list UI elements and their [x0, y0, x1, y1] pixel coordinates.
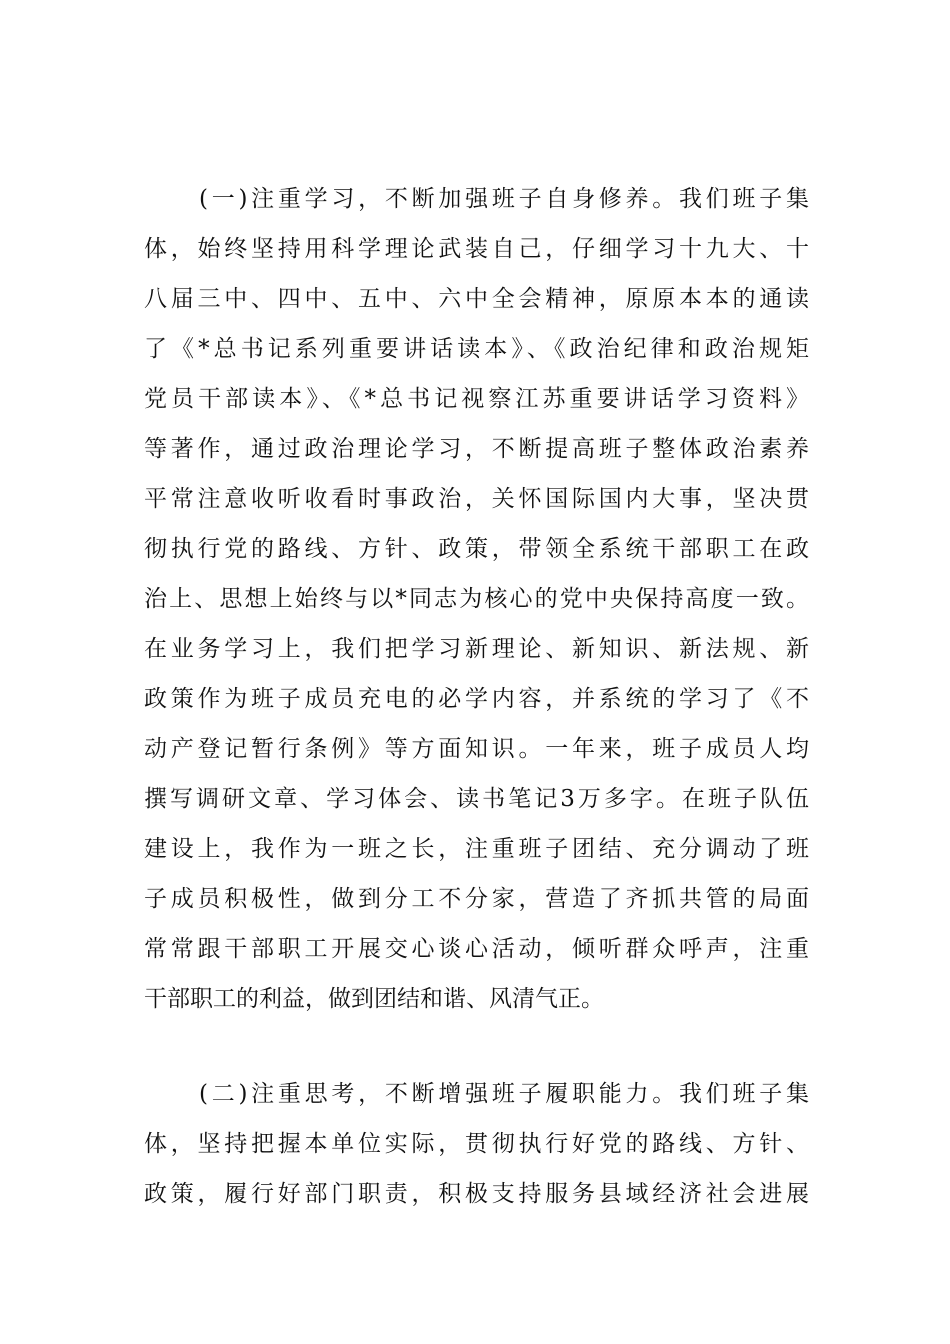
text-line: 平常注意收听收看时事政治，关怀国际国内大事，坚决贯 [144, 486, 809, 512]
text-line: 撰写调研文章、学习体会、读书笔记3万多字。在班子队伍 [144, 786, 809, 812]
text-line: 动产登记暂行条例》等方面知识。一年来，班子成员人均 [144, 736, 809, 762]
text-line: 政策，履行好部门职责，积极支持服务县域经济社会进展 [144, 1181, 809, 1207]
text-line: 了《*总书记系列重要讲话读本》、《政治纪律和政治规矩 [144, 336, 809, 362]
text-line: 常常跟干部职工开展交心谈心活动，倾听群众呼声，注重 [144, 936, 809, 962]
text-line: 体，坚持把握本单位实际，贯彻执行好党的路线、方针、 [144, 1131, 809, 1157]
text-line: 彻执行党的路线、方针、政策，带领全系统干部职工在政 [144, 536, 809, 562]
text-line: 体，始终坚持用科学理论武装自己，仔细学习十九大、十 [144, 236, 809, 262]
text-line: 治上、思想上始终与以*同志为核心的党中央保持高度一致。 [144, 586, 809, 612]
text-line: 政策作为班子成员充电的必学内容，并系统的学习了《不 [144, 686, 809, 712]
text-line: 建设上，我作为一班之长，注重班子团结、充分调动了班 [144, 836, 809, 862]
text-line: 子成员积极性，做到分工不分家，营造了齐抓共管的局面 [144, 886, 809, 912]
text-line: 干部职工的利益，做到团结和谐、风清气正。 [144, 986, 604, 1012]
text-line: 八届三中、四中、五中、六中全会精神，原原本本的通读 [144, 286, 809, 312]
text-line: (二)注重思考，不断增强班子履职能力。我们班子集 [199, 1081, 809, 1107]
text-line: 等著作，通过政治理论学习，不断提高班子整体政治素养 [144, 436, 809, 462]
text-line: (一)注重学习，不断加强班子自身修养。我们班子集 [199, 186, 809, 212]
text-line: 党员干部读本》、《*总书记视察江苏重要讲话学习资料》 [144, 386, 809, 412]
text-line: 在业务学习上，我们把学习新理论、新知识、新法规、新 [144, 636, 809, 662]
